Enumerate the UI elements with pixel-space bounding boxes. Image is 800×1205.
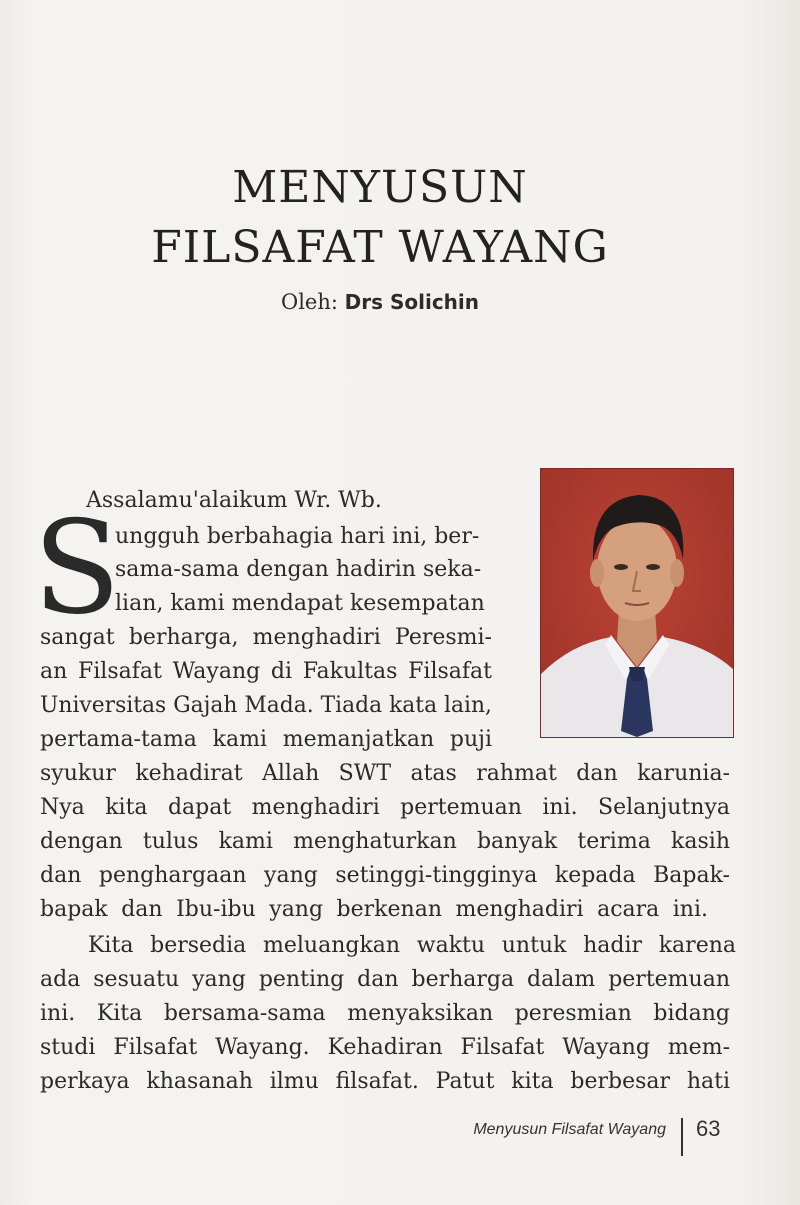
author-portrait-image <box>541 469 733 737</box>
paragraph-line: ada sesuatu yang penting dan berharga dalam pertemuan <box>40 967 730 992</box>
byline-prefix: Oleh: <box>280 290 338 314</box>
paragraph-line: sangat berharga, menghadiri Peresmi- <box>40 625 492 650</box>
paragraph-line: an Filsafat Wayang di Fakultas Filsafat <box>40 659 492 684</box>
byline <box>0 290 760 314</box>
paragraph-line: ungguh berbahagia hari ini, ber- <box>115 524 480 549</box>
greeting: Assalamu'alaikum Wr. Wb. <box>86 488 382 513</box>
paragraph-line: ini. Kita bersama-sama menyaksikan peresmian bidang <box>40 1001 730 1026</box>
paragraph-line: Universitas Gajah Mada. Tiada kata lain, <box>40 693 492 718</box>
paragraph-line: sama-sama dengan hadirin seka- <box>115 557 482 582</box>
paragraph-line: dan penghargaan yang setinggi-tingginya kepada Bapak- <box>40 863 730 888</box>
author-photo <box>540 468 734 738</box>
paragraph-line: studi Filsafat Wayang. Kehadiran Filsafat Wayang mem- <box>40 1035 730 1060</box>
article-title-line-2: FILSAFAT WAYANG <box>151 222 609 273</box>
article-title-line-1: MENYUSUN <box>232 162 528 213</box>
byline-author: Drs Solichin <box>344 290 480 314</box>
paragraph-line: dengan tulus kami menghaturkan banyak terima kasih <box>40 829 730 854</box>
footer-divider <box>681 1118 683 1156</box>
paragraph-line: perkaya khasanah ilmu filsafat. Patut kita berbesar hati <box>40 1069 730 1094</box>
drop-cap: S <box>33 494 121 643</box>
page-number: 63 <box>696 1116 721 1141</box>
paragraph-line: syukur kehadirat Allah SWT atas rahmat dan karunia- <box>40 761 730 786</box>
paragraph-line: Nya kita dapat menghadiri pertemuan ini. Selanjutnya <box>40 795 730 820</box>
paragraph-line: bapak dan Ibu-ibu yang berkenan menghadiri acara ini. <box>40 897 708 922</box>
running-title: Menyusun Filsafat Wayang <box>473 1121 666 1138</box>
paragraph-line: pertama-tama kami memanjatkan puji <box>40 727 492 752</box>
paragraph-line: lian, kami mendapat kesempatan <box>115 591 485 616</box>
paragraph-line: Kita bersedia meluangkan waktu untuk hadir karena <box>88 933 736 958</box>
